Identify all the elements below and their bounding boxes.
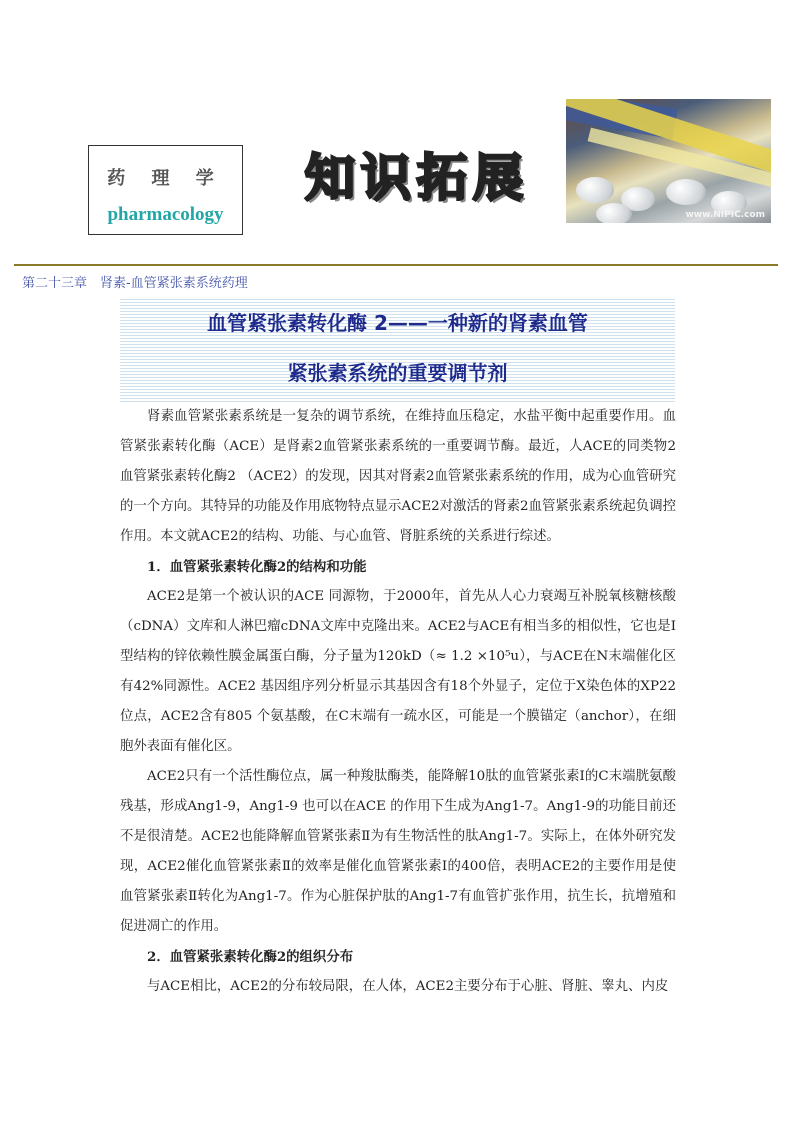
photo-watermark: www.NIPIC.com <box>685 210 765 220</box>
article-title-line-2: 紧张素系统的重要调节剂 <box>287 361 508 385</box>
logo-chinese-text: 药 理 学 <box>107 168 224 189</box>
section-2-heading: 2．血管紧张素转化酶2的组织分布 <box>147 949 354 965</box>
section-1-paragraph: ACE2只有一个活性酶位点，属一种羧肽酶类，能降解10肽的血管紧张素Ⅰ的C末端胱氨酸残基，形成Ang1-9，Ang1-9 也可以在ACE 的作用下生成为Ang1-7。Ang1-9的功能目前还不是很清楚。ACE2也能降解血管紧张素Ⅱ为有生物活性的肽Ang1-7。实际上，在体外研究发现，ACE2催化血管紧张素Ⅱ的效率是催化血管紧张素Ⅰ的400倍，表明ACE2的主要作用是使血管紧张素Ⅱ转化为Ang1-7。作为心脏保护肽的Ang1-7有血管扩张作用，抗生长，抗增殖和促进凋亡的作用。 <box>120 769 676 934</box>
section-1-paragraph: ACE2是第一个被认识的ACE 同源物，于2000年，首先从人心力衰竭互补脱氧核糖核酸（cDNA）文库和人淋巴瘤cDNA文库中克隆出来。ACE2与ACE有相当多的相似性，它也是Ⅰ型结构的锌依赖性膜金属蛋白酶，分子量为120kD（≈ 1.2 ×10⁵u），与ACE在N末端催化区有42%同源性。ACE2 基因组序列分析显示其基因含有18个外显子，定位于X染色体的XP22 位点，ACE2含有805 个氨基酸，在C末端有一疏水区，可能是一个膜锚定（anchor），在细胞外表面有催化区。 <box>120 589 676 754</box>
section-2-paragraph: 与ACE相比，ACE2的分布较局限，在人体，ACE2主要分布于心脏、肾脏、睾丸、内皮 <box>147 979 669 994</box>
logo-box <box>88 145 243 235</box>
article-title-box <box>120 297 675 402</box>
header-divider <box>14 264 778 266</box>
pill-shape <box>666 179 706 205</box>
medicine-photo <box>566 99 771 223</box>
intro-paragraph: 肾素血管紧张素系统是一复杂的调节系统，在维持血压稳定，水盐平衡中起重要作用。血管紧张素转化酶（ACE）是肾素2血管紧张素系统的一重要调节酶。最近，人ACE的同类物2血管紧张素转化酶2 （ACE2）的发现，因其对肾素2血管紧张素系统的作用，成为心血管研究的一个方向。其特异的功能及作用底物特点显示ACE2对激活的肾素2血管紧张素系统起负调控作用。本文就ACE2的结构、功能、与心血管、肾脏系统的关系进行综述。 <box>120 409 676 544</box>
pill-shape <box>596 203 632 223</box>
banner-title: 知识拓展 <box>305 149 529 207</box>
chapter-line: 第二十三章 肾素-血管紧张素系统药理 <box>22 276 248 291</box>
section-1-heading: 1．血管紧张素转化酶2的结构和功能 <box>147 559 367 575</box>
article-body <box>120 402 676 1002</box>
pill-shape <box>576 177 614 203</box>
article-title-line-1: 血管紧张素转化酶 2——一种新的肾素血管 <box>207 311 588 335</box>
logo-english-text: pharmacology <box>107 204 224 225</box>
